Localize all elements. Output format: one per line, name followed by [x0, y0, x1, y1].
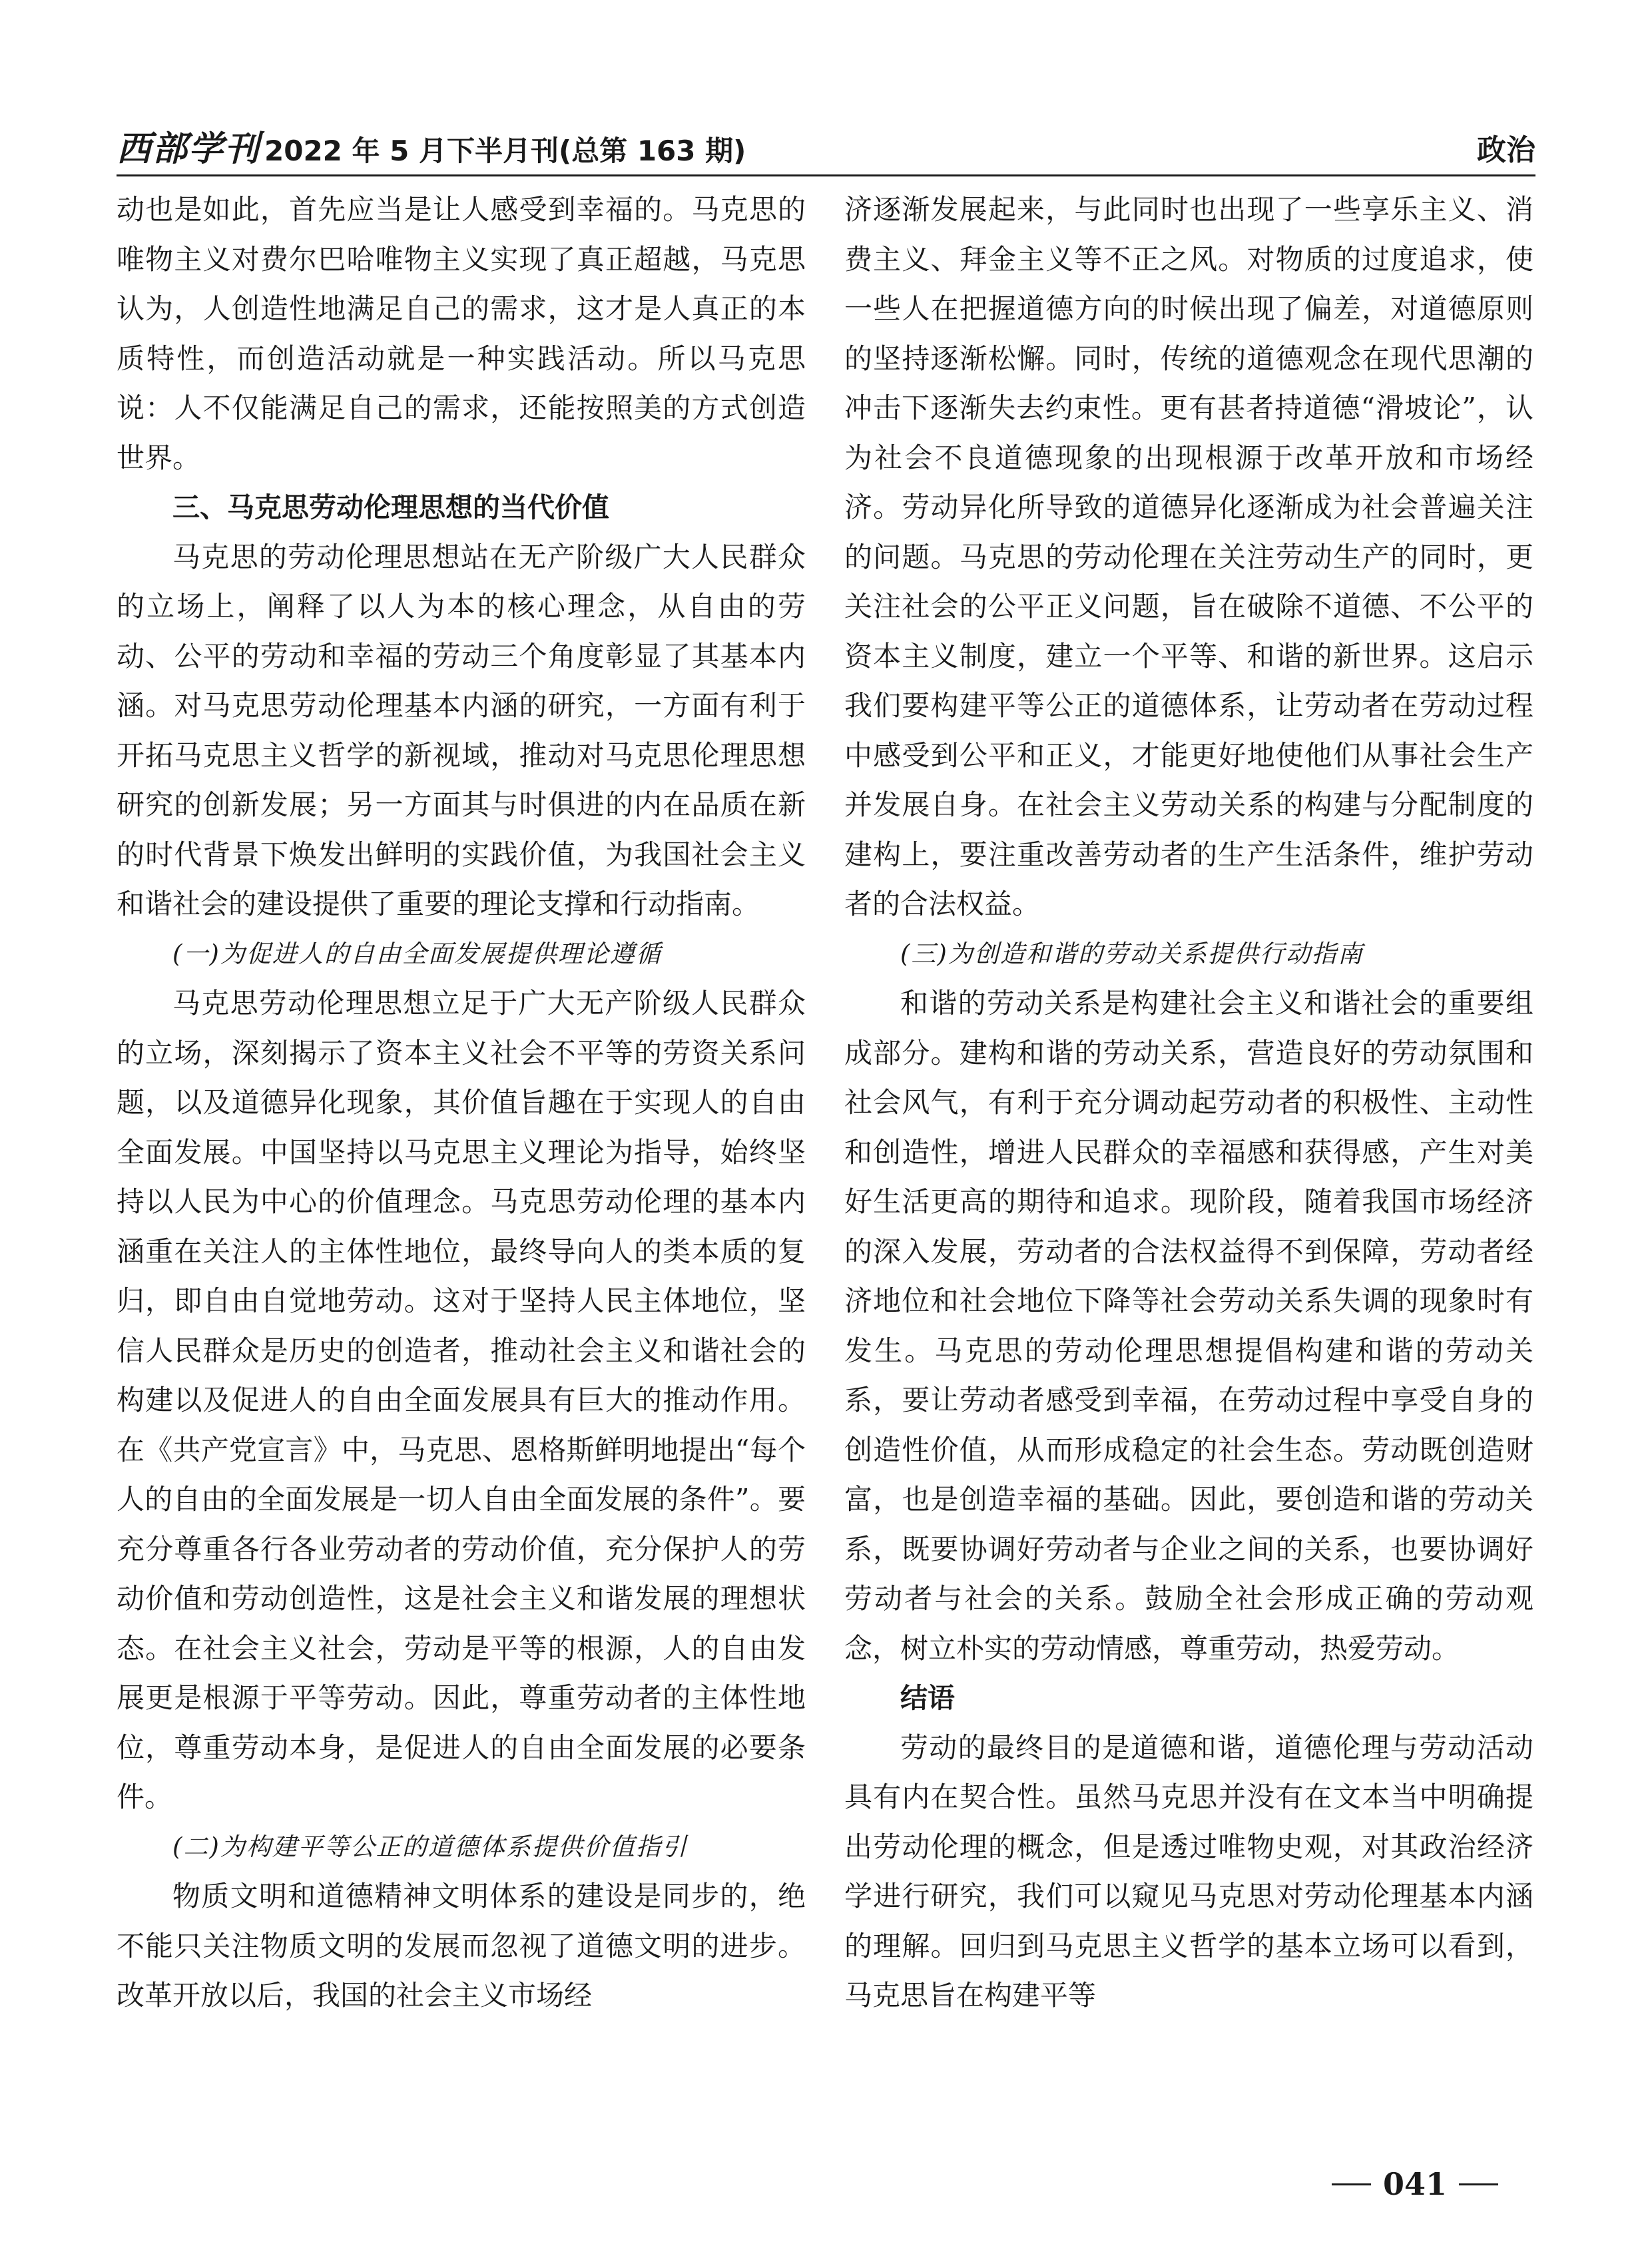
section-heading: 三、马克思劳动伦理思想的当代价值 — [172, 491, 609, 523]
page-number-dash — [1332, 2183, 1371, 2185]
page-number — [1332, 2161, 1498, 2207]
subsection-heading: (一)为促进人的自由全面发展提供理论遵循 — [172, 939, 662, 968]
section-name: 政治 — [1477, 133, 1535, 167]
paragraph: 动也是如此，首先应当是让人感受到幸福的。马克思的唯物主义对费尔巴哈唯物主义实现了真正超越，马克思认为，人创造性地满足自己的需求，这才是人真正的本质特性，而创造活动就是一种实践活动。所以马克思说：人不仅能满足自己的需求，还能按照美的方式创造世界。 — [117, 193, 806, 474]
conclusion-heading: 结语 — [900, 1682, 955, 1714]
subsection-heading: (三)为创造和谐的劳动关系提供行动指南 — [900, 939, 1364, 968]
left-column — [117, 185, 806, 2021]
page-header — [117, 113, 1535, 169]
right-column — [844, 185, 1533, 2021]
paragraph: 马克思劳动伦理思想立足于广大无产阶级人民群众的立场，深刻揭示了资本主义社会不平等的劳资关系问题，以及道德异化现象，其价值旨趣在于实现人的自由全面发展。中国坚持以马克思主义理论为指导，始终坚持以人民为中心的价值理念。马克思劳动伦理的基本内涵重在关注人的主体性地位，最终导向人的类本质的复归，即自由自觉地劳动。这对于坚持人民主体地位，坚信人民群众是历史的创造者，推动社会主义和谐社会的构建以及促进人的自由全面发展具有巨大的推动作用。在《共产党宣言》中，马克思、恩格斯鲜明地提出“每个人的自由的全面发展是一切人自由全面发展的条件”。要充分尊重各行各业劳动者的劳动价值，充分保护人的劳动价值和劳动创造性，这是社会主义和谐发展的理想状态。在社会主义社会，劳动是平等的根源，人的自由发展更是根源于平等劳动。因此，尊重劳动者的主体性地位，尊重劳动本身，是促进人的自由全面发展的必要条件。 — [117, 987, 806, 1813]
paragraph: 物质文明和道德精神文明体系的建设是同步的，绝不能只关注物质文明的发展而忽视了道德文明的进步。改革开放以后，我国的社会主义市场经 — [117, 1880, 806, 2012]
header-rule — [117, 174, 1535, 176]
paragraph: 马克思的劳动伦理思想站在无产阶级广大人民群众的立场上，阐释了以人为本的核心理念，从自由的劳动、公平的劳动和幸福的劳动三个角度彰显了其基本内涵。对马克思劳动伦理基本内涵的研究，一方面有利于开拓马克思主义哲学的新视域，推动对马克思伦理思想研究的创新发展；另一方面其与时俱进的内在品质在新的时代背景下焕发出鲜明的实践价值，为我国社会主义和谐社会的建设提供了重要的理论支撑和行动指南。 — [117, 540, 806, 920]
page-number-text: 041 — [1382, 2166, 1448, 2202]
journal-masthead: 西部学刊 — [117, 129, 261, 169]
issue-info: 2022 年 5 月下半月刊(总第 163 期) — [264, 134, 746, 167]
page-number-dash — [1459, 2183, 1498, 2185]
header-left — [117, 129, 746, 169]
subsection-heading: (二)为构建平等公正的道德体系提供价值指引 — [172, 1832, 688, 1861]
paragraph: 劳动的最终目的是道德和谐，道德伦理与劳动活动具有内在契合性。虽然马克思并没有在文本当中明确提出劳动伦理的概念，但是透过唯物史观，对其政治经济学进行研究，我们可以窥见马克思对劳动伦理基本内涵的理解。回归到马克思主义哲学的基本立场可以看到，马克思旨在构建平等 — [844, 1731, 1533, 2012]
paragraph: 和谐的劳动关系是构建社会主义和谐社会的重要组成部分。建构和谐的劳动关系，营造良好的劳动氛围和社会风气，有利于充分调动起劳动者的积极性、主动性和创造性，增进人民群众的幸福感和获得感，产生对美好生活更高的期待和追求。现阶段，随着我国市场经济的深入发展，劳动者的合法权益得不到保障，劳动者经济地位和社会地位下降等社会劳动关系失调的现象时有发生。马克思的劳动伦理思想提倡构建和谐的劳动关系，要让劳动者感受到幸福，在劳动过程中享受自身的创造性价值，从而形成稳定的社会生态。劳动既创造财富，也是创造幸福的基础。因此，要创造和谐的劳动关系，既要协调好劳动者与企业之间的关系，也要协调好劳动者与社会的关系。鼓励全社会形成正确的劳动观念，树立朴实的劳动情感，尊重劳动，热爱劳动。 — [844, 987, 1533, 1665]
paragraph: 济逐渐发展起来，与此同时也出现了一些享乐主义、消费主义、拜金主义等不正之风。对物质的过度追求，使一些人在把握道德方向的时候出现了偏差，对道德原则的坚持逐渐松懈。同时，传统的道德观念在现代思潮的冲击下逐渐失去约束性。更有甚者持道德“滑坡论”，认为社会不良道德现象的出现根源于改革开放和市场经济。劳动异化所导致的道德异化逐渐成为社会普遍关注的问题。马克思的劳动伦理在关注劳动生产的同时，更关注社会的公平正义问题，旨在破除不道德、不公平的资本主义制度，建立一个平等、和谐的新世界。这启示我们要构建平等公正的道德体系，让劳动者在劳动过程中感受到公平和正义，才能更好地使他们从事社会生产并发展自身。在社会主义劳动关系的构建与分配制度的建构上，要注重改善劳动者的生产生活条件，维护劳动者的合法权益。 — [844, 193, 1533, 920]
